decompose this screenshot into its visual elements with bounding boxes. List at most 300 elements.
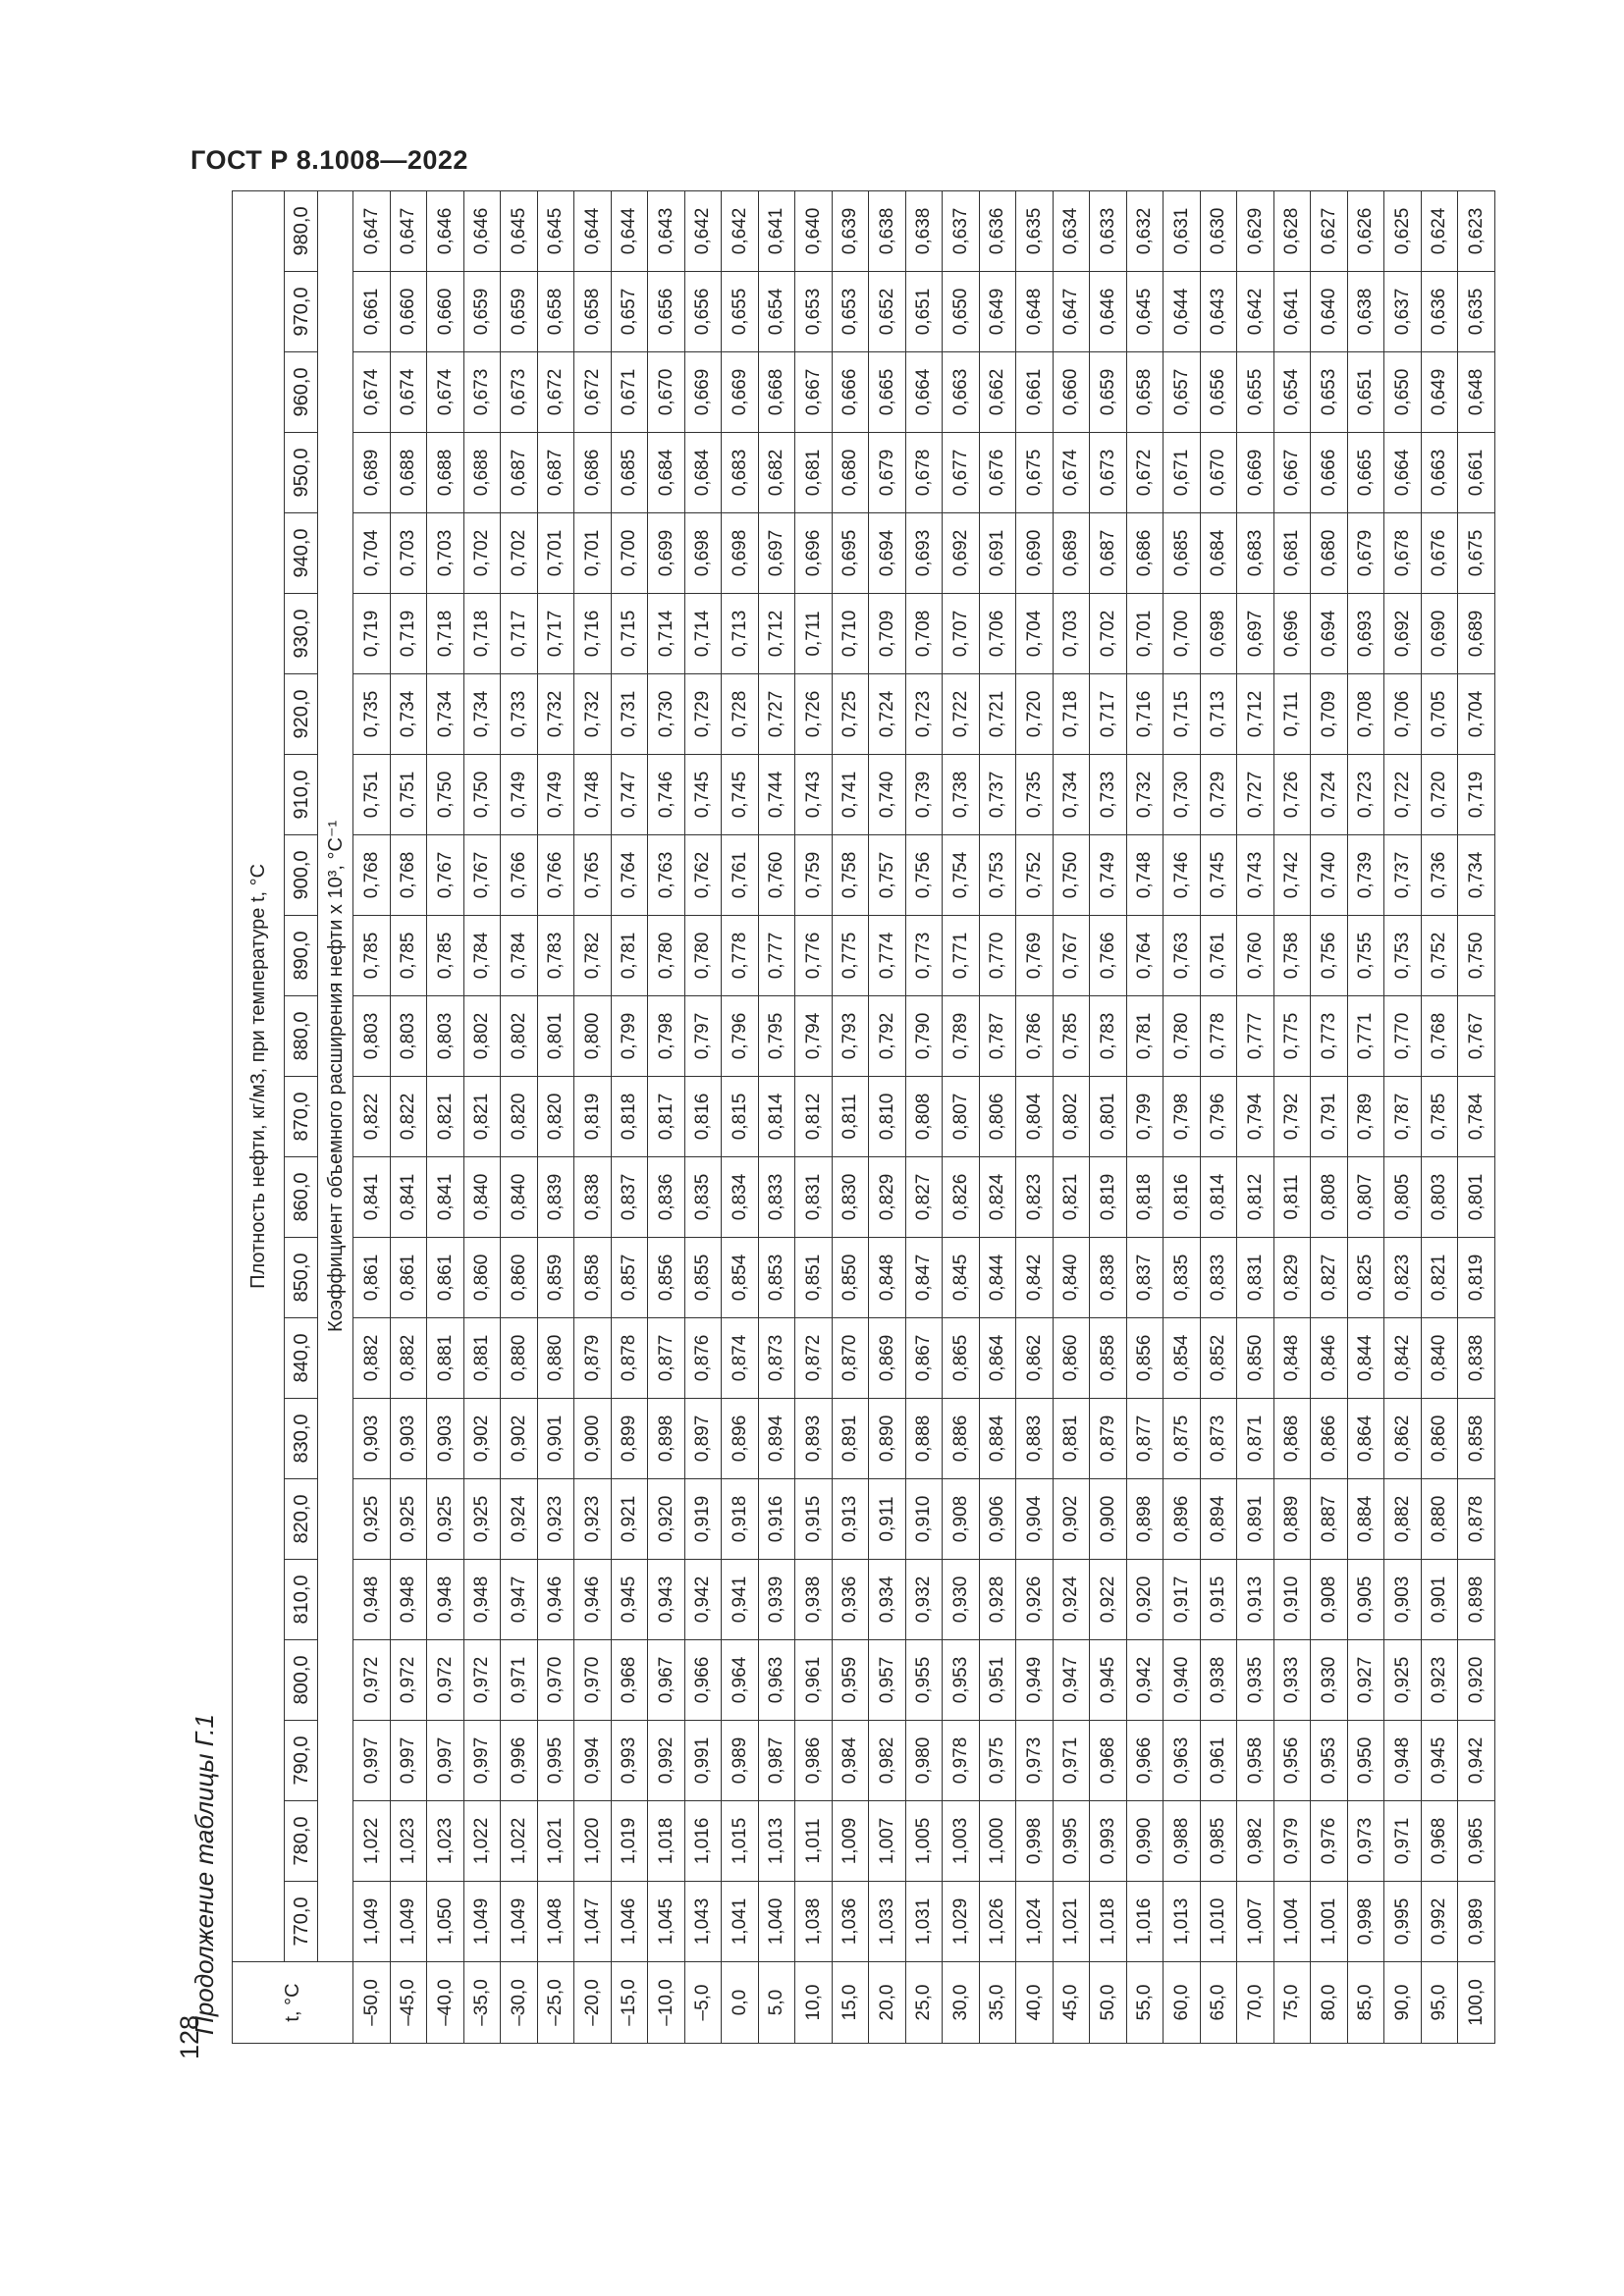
coefficient-cell: 0,641 — [1273, 272, 1311, 352]
coefficient-cell: 0,908 — [1311, 1560, 1348, 1640]
coefficient-cell: 0,865 — [943, 1318, 980, 1399]
coefficient-cell: 0,634 — [1053, 190, 1090, 271]
coefficient-cell: 0,763 — [648, 835, 685, 916]
coefficient-cell: 0,899 — [611, 1399, 648, 1479]
coefficient-cell: 0,711 — [1273, 674, 1311, 755]
coefficient-cell: 0,761 — [1200, 916, 1237, 996]
coefficient-cell: 0,781 — [1126, 996, 1164, 1077]
coefficient-cell: 0,744 — [758, 755, 795, 835]
coefficient-cell: 0,925 — [353, 1479, 391, 1560]
coefficient-cell: 0,701 — [1126, 594, 1164, 674]
coefficient-cell: 0,717 — [1090, 674, 1127, 755]
coefficient-cell: 0,673 — [501, 352, 538, 433]
coefficient-cell: 0,668 — [758, 352, 795, 433]
coefficient-cell: 0,882 — [390, 1318, 427, 1399]
coefficient-cell: 0,864 — [979, 1318, 1016, 1399]
coefficient-cell: 0,915 — [795, 1479, 833, 1560]
density-values-row — [285, 190, 318, 2043]
coefficient-cell: 0,875 — [1164, 1399, 1201, 1479]
coefficient-cell: 0,768 — [390, 835, 427, 916]
temperature-cell: 0,0 — [722, 1962, 759, 2044]
coefficient-cell: 0,877 — [648, 1318, 685, 1399]
coefficient-cell: 0,661 — [1458, 433, 1495, 513]
coefficient-cell: 0,735 — [1016, 755, 1054, 835]
coefficient-cell: 0,655 — [722, 272, 759, 352]
coefficient-cell: 0,919 — [684, 1479, 722, 1560]
density-column-header: 770,0 — [285, 1882, 318, 1962]
coefficient-cell: 0,923 — [574, 1479, 612, 1560]
coefficient-cell: 0,688 — [390, 433, 427, 513]
coefficient-header: Коэффициент объемного расширения нефти x 10³, °C⁻¹ — [318, 190, 353, 1961]
table-row — [427, 190, 464, 2043]
density-column-header: 910,0 — [285, 755, 318, 835]
coefficient-cell: 0,669 — [684, 352, 722, 433]
temperature-cell: 65,0 — [1200, 1962, 1237, 2044]
coefficient-cell: 1,009 — [832, 1801, 869, 1882]
coefficient-cell: 0,861 — [427, 1238, 464, 1318]
coefficient-cell: 0,898 — [1458, 1560, 1495, 1640]
coefficient-cell: 0,676 — [979, 433, 1016, 513]
coefficient-cell: 0,923 — [1421, 1640, 1458, 1721]
coefficient-cell: 0,991 — [684, 1721, 722, 1801]
coefficient-cell: 0,949 — [1016, 1640, 1054, 1721]
coefficient-cell: 0,894 — [1200, 1479, 1237, 1560]
coefficient-cell: 1,018 — [1090, 1882, 1127, 1962]
temperature-cell: 45,0 — [1053, 1962, 1090, 2044]
coefficient-cell: 0,984 — [832, 1721, 869, 1801]
coefficient-cell: 0,713 — [1200, 674, 1237, 755]
coefficient-cell: 0,780 — [1164, 996, 1201, 1077]
coefficient-cell: 0,861 — [353, 1238, 391, 1318]
coefficient-cell: 0,945 — [1421, 1721, 1458, 1801]
coefficient-cell: 0,678 — [905, 433, 943, 513]
coefficient-cell: 0,808 — [1311, 1157, 1348, 1238]
coefficient-cell: 0,734 — [390, 674, 427, 755]
table-row — [1273, 190, 1311, 2043]
coefficient-cell: 0,666 — [832, 352, 869, 433]
coefficient-cell: 0,789 — [1347, 1077, 1384, 1157]
coefficient-cell: 0,749 — [501, 755, 538, 835]
coefficient-cell: 0,993 — [611, 1721, 648, 1801]
coefficient-cell: 1,041 — [722, 1882, 759, 1962]
coefficient-cell: 0,765 — [574, 835, 612, 916]
coefficient-cell: 0,674 — [427, 352, 464, 433]
coefficient-cell: 0,891 — [832, 1399, 869, 1479]
coefficient-cell: 0,856 — [648, 1238, 685, 1318]
coefficient-cell: 0,770 — [979, 916, 1016, 996]
coefficient-cell: 0,754 — [943, 835, 980, 916]
coefficient-cell: 0,770 — [1384, 996, 1422, 1077]
coefficient-cell: 0,923 — [537, 1479, 574, 1560]
coefficient-cell: 0,982 — [869, 1721, 906, 1801]
coefficient-cell: 0,995 — [1384, 1882, 1422, 1962]
coefficient-cell: 0,684 — [648, 433, 685, 513]
coefficient-cell: 0,687 — [501, 433, 538, 513]
coefficient-cell: 0,709 — [1311, 674, 1348, 755]
coefficient-cell: 0,700 — [1164, 594, 1201, 674]
coefficient-cell: 0,646 — [1090, 272, 1127, 352]
temperature-cell: 80,0 — [1311, 1962, 1348, 2044]
coefficient-cell: 0,858 — [1090, 1318, 1127, 1399]
density-column-header: 930,0 — [285, 594, 318, 674]
coefficient-cell: 0,679 — [1347, 513, 1384, 594]
coefficient-cell: 0,720 — [1421, 755, 1458, 835]
coefficient-cell: 0,902 — [1053, 1479, 1090, 1560]
coefficient-cell: 0,938 — [795, 1560, 833, 1640]
table-row — [574, 190, 612, 2043]
coefficient-cell: 0,970 — [574, 1640, 612, 1721]
coefficient-cell: 0,774 — [869, 916, 906, 996]
coefficient-cell: 0,971 — [1384, 1801, 1422, 1882]
coefficient-cell: 0,968 — [1421, 1801, 1458, 1882]
coefficient-cell: 0,963 — [758, 1640, 795, 1721]
coefficient-cell: 0,709 — [869, 594, 906, 674]
coefficient-cell: 0,812 — [795, 1077, 833, 1157]
coefficient-cell: 0,722 — [943, 674, 980, 755]
coefficient-cell: 0,698 — [722, 513, 759, 594]
coefficient-cell: 0,626 — [1347, 190, 1384, 271]
coefficient-cell: 0,946 — [537, 1560, 574, 1640]
coefficient-cell: 0,827 — [1311, 1238, 1348, 1318]
coefficient-cell: 0,836 — [648, 1157, 685, 1238]
coefficient-cell: 0,896 — [1164, 1479, 1201, 1560]
coefficient-cell: 0,656 — [1200, 352, 1237, 433]
coefficient-cell: 0,649 — [979, 272, 1016, 352]
coefficient-cell: 0,993 — [1090, 1801, 1127, 1882]
coefficient-cell: 0,656 — [684, 272, 722, 352]
coefficient-cell: 0,842 — [1384, 1318, 1422, 1399]
coefficient-cell: 0,868 — [1273, 1399, 1311, 1479]
coefficient-cell: 0,948 — [390, 1560, 427, 1640]
coefficient-cell: 0,706 — [979, 594, 1016, 674]
coefficient-cell: 0,737 — [979, 755, 1016, 835]
coefficient-cell: 0,994 — [574, 1721, 612, 1801]
coefficient-cell: 0,878 — [611, 1318, 648, 1399]
coefficient-cell: 0,833 — [758, 1157, 795, 1238]
coefficient-cell: 1,049 — [390, 1882, 427, 1962]
coefficient-cell: 0,660 — [1053, 352, 1090, 433]
temperature-cell: 10,0 — [795, 1962, 833, 2044]
coefficient-cell: 0,699 — [648, 513, 685, 594]
coefficient-cell: 0,666 — [1311, 433, 1348, 513]
coefficient-cell: 0,925 — [390, 1479, 427, 1560]
coefficient-cell: 0,688 — [463, 433, 501, 513]
coefficient-cell: 0,698 — [684, 513, 722, 594]
coefficient-cell: 0,821 — [463, 1077, 501, 1157]
expansion-coefficient-table — [232, 190, 1495, 2044]
coefficient-cell: 0,686 — [574, 433, 612, 513]
coefficient-cell: 0,790 — [905, 996, 943, 1077]
coefficient-cell: 0,679 — [869, 433, 906, 513]
coefficient-cell: 0,687 — [537, 433, 574, 513]
coefficient-cell: 0,775 — [1273, 996, 1311, 1077]
coefficient-cell: 0,647 — [1053, 272, 1090, 352]
coefficient-cell: 1,031 — [905, 1882, 943, 1962]
coefficient-cell: 0,953 — [1311, 1721, 1348, 1801]
coefficient-cell: 0,783 — [1090, 996, 1127, 1077]
coefficient-cell: 0,649 — [1421, 352, 1458, 433]
coefficient-cell: 0,860 — [1421, 1399, 1458, 1479]
coefficient-cell: 0,825 — [1347, 1238, 1384, 1318]
coefficient-cell: 0,916 — [758, 1479, 795, 1560]
coefficient-cell: 1,000 — [979, 1801, 1016, 1882]
coefficient-cell: 0,930 — [943, 1560, 980, 1640]
coefficient-cell: 0,821 — [1053, 1157, 1090, 1238]
table-row — [537, 190, 574, 2043]
coefficient-cell: 0,893 — [795, 1399, 833, 1479]
coefficient-cell: 0,717 — [501, 594, 538, 674]
table-row — [832, 190, 869, 2043]
coefficient-cell: 0,901 — [1421, 1560, 1458, 1640]
page-number: 128 — [175, 2014, 204, 2059]
coefficient-cell: 0,947 — [1053, 1640, 1090, 1721]
coefficient-cell: 0,671 — [1164, 433, 1201, 513]
coefficient-cell: 0,896 — [722, 1399, 759, 1479]
coefficient-cell: 0,685 — [611, 433, 648, 513]
coefficient-cell: 0,920 — [648, 1479, 685, 1560]
coefficient-cell: 0,854 — [1164, 1318, 1201, 1399]
coefficient-cell: 1,007 — [1237, 1882, 1274, 1962]
table-row — [1164, 190, 1201, 2043]
coefficient-cell: 0,706 — [1384, 674, 1422, 755]
coefficient-cell: 0,820 — [537, 1077, 574, 1157]
coefficient-cell: 0,719 — [390, 594, 427, 674]
coefficient-cell: 0,933 — [1273, 1640, 1311, 1721]
coefficient-cell: 0,905 — [1347, 1560, 1384, 1640]
coefficient-cell: 0,816 — [684, 1077, 722, 1157]
coefficient-cell: 0,658 — [537, 272, 574, 352]
coefficient-cell: 0,727 — [758, 674, 795, 755]
coefficient-cell: 0,753 — [1384, 916, 1422, 996]
coefficient-cell: 0,886 — [943, 1399, 980, 1479]
coefficient-cell: 1,046 — [611, 1882, 648, 1962]
coefficient-cell: 0,848 — [1273, 1318, 1311, 1399]
coefficient-cell: 0,881 — [463, 1318, 501, 1399]
coefficient-cell: 0,988 — [1164, 1801, 1201, 1882]
coefficient-cell: 0,690 — [1016, 513, 1054, 594]
coefficient-cell: 0,997 — [353, 1721, 391, 1801]
coefficient-cell: 0,827 — [905, 1157, 943, 1238]
coefficient-cell: 0,749 — [537, 755, 574, 835]
coefficient-cell: 0,961 — [1200, 1721, 1237, 1801]
coefficient-cell: 0,900 — [1090, 1479, 1127, 1560]
coefficient-cell: 0,873 — [758, 1318, 795, 1399]
coefficient-cell: 0,948 — [427, 1560, 464, 1640]
coefficient-cell: 0,678 — [1384, 513, 1422, 594]
table-row — [1016, 190, 1054, 2043]
coefficient-cell: 0,644 — [1164, 272, 1201, 352]
coefficient-cell: 0,979 — [1273, 1801, 1311, 1882]
table-row — [390, 190, 427, 2043]
coefficient-cell: 0,876 — [684, 1318, 722, 1399]
coefficient-cell: 0,775 — [832, 916, 869, 996]
coefficient-cell: 0,647 — [390, 190, 427, 271]
coefficient-cell: 0,714 — [648, 594, 685, 674]
coefficient-cell: 0,840 — [1053, 1238, 1090, 1318]
coefficient-cell: 0,653 — [795, 272, 833, 352]
coefficient-cell: 0,742 — [1273, 835, 1311, 916]
coefficient-cell: 0,891 — [1237, 1479, 1274, 1560]
coefficient-cell: 0,934 — [869, 1560, 906, 1640]
temperature-cell: 85,0 — [1347, 1962, 1384, 2044]
coefficient-cell: 0,782 — [574, 916, 612, 996]
coefficient-cell: 0,745 — [684, 755, 722, 835]
coefficient-cell: 0,856 — [1126, 1318, 1164, 1399]
coefficient-cell: 0,814 — [1200, 1157, 1237, 1238]
coefficient-cell: 0,659 — [501, 272, 538, 352]
coefficient-cell: 0,840 — [501, 1157, 538, 1238]
coefficient-cell: 0,957 — [869, 1640, 906, 1721]
coefficient-cell: 0,792 — [1273, 1077, 1311, 1157]
coefficient-cell: 0,629 — [1237, 190, 1274, 271]
table-row — [1347, 190, 1384, 2043]
temperature-cell: –45,0 — [390, 1962, 427, 2044]
coefficient-cell: 0,758 — [1273, 916, 1311, 996]
temperature-cell: 100,0 — [1458, 1962, 1495, 2044]
temperature-cell: 75,0 — [1273, 1962, 1311, 2044]
coefficient-cell: 0,880 — [537, 1318, 574, 1399]
coefficient-cell: 0,750 — [1053, 835, 1090, 916]
coefficient-cell: 0,687 — [1090, 513, 1127, 594]
coefficient-cell: 0,803 — [427, 996, 464, 1077]
coefficient-cell: 0,703 — [1053, 594, 1090, 674]
coefficient-cell: 0,724 — [869, 674, 906, 755]
coefficient-cell: 0,915 — [1200, 1560, 1237, 1640]
coefficient-cell: 0,657 — [611, 272, 648, 352]
coefficient-cell: 0,719 — [1458, 755, 1495, 835]
coefficient-cell: 0,794 — [1237, 1077, 1274, 1157]
coefficient-cell: 0,733 — [501, 674, 538, 755]
coefficient-cell: 0,877 — [1126, 1399, 1164, 1479]
coefficient-cell: 0,833 — [1200, 1238, 1237, 1318]
coefficient-cell: 0,795 — [758, 996, 795, 1077]
temperature-cell: –20,0 — [574, 1962, 612, 2044]
coefficient-cell: 0,995 — [1053, 1801, 1090, 1882]
coefficient-cell: 0,776 — [795, 916, 833, 996]
coefficient-cell: 0,992 — [1421, 1882, 1458, 1962]
coefficient-cell: 0,881 — [427, 1318, 464, 1399]
coefficient-cell: 0,627 — [1311, 190, 1348, 271]
coefficient-cell: 1,050 — [427, 1882, 464, 1962]
coefficient-cell: 0,900 — [574, 1399, 612, 1479]
coefficient-cell: 0,696 — [1273, 594, 1311, 674]
coefficient-cell: 0,903 — [1384, 1560, 1422, 1640]
coefficient-cell: 0,850 — [832, 1238, 869, 1318]
coefficient-cell: 0,721 — [979, 674, 1016, 755]
coefficient-cell: 0,683 — [1237, 513, 1274, 594]
coefficient-cell: 0,860 — [501, 1238, 538, 1318]
coefficient-cell: 0,767 — [427, 835, 464, 916]
coefficient-cell: 0,705 — [1421, 674, 1458, 755]
coefficient-cell: 0,840 — [1421, 1318, 1458, 1399]
coefficient-cell: 0,712 — [1237, 674, 1274, 755]
coefficient-cell: 0,728 — [722, 674, 759, 755]
temperature-cell: 15,0 — [832, 1962, 869, 2044]
coefficient-cell: 0,722 — [1384, 755, 1422, 835]
coefficient-cell: 0,902 — [501, 1399, 538, 1479]
coefficient-cell: 0,801 — [1458, 1157, 1495, 1238]
coefficient-cell: 0,963 — [1164, 1721, 1201, 1801]
coefficient-cell: 0,753 — [979, 835, 1016, 916]
coefficient-cell: 0,653 — [1311, 352, 1348, 433]
coefficient-cell: 0,829 — [1273, 1238, 1311, 1318]
coefficient-cell: 0,660 — [390, 272, 427, 352]
coefficient-cell: 0,647 — [353, 190, 391, 271]
table-row — [1237, 190, 1274, 2043]
coefficient-cell: 0,681 — [795, 433, 833, 513]
density-column-header: 840,0 — [285, 1318, 318, 1399]
coefficient-cell: 1,001 — [1311, 1882, 1348, 1962]
coefficient-cell: 0,764 — [1126, 916, 1164, 996]
coefficient-cell: 0,804 — [1016, 1077, 1054, 1157]
coefficient-cell: 0,737 — [1384, 835, 1422, 916]
coefficient-cell: 0,807 — [1347, 1157, 1384, 1238]
coefficient-cell: 0,712 — [758, 594, 795, 674]
coefficient-cell: 0,752 — [1421, 916, 1458, 996]
table-row — [1053, 190, 1090, 2043]
density-column-header: 820,0 — [285, 1479, 318, 1560]
coefficient-cell: 0,710 — [832, 594, 869, 674]
coefficient-cell: 0,884 — [1347, 1479, 1384, 1560]
coefficient-cell: 0,681 — [1273, 513, 1311, 594]
coefficient-cell: 0,625 — [1384, 190, 1422, 271]
coefficient-cell: 0,799 — [611, 996, 648, 1077]
coefficient-cell: 0,731 — [611, 674, 648, 755]
coefficient-cell: 1,005 — [905, 1801, 943, 1882]
coefficient-cell: 0,851 — [795, 1238, 833, 1318]
temperature-cell: 40,0 — [1016, 1962, 1054, 2044]
coefficient-cell: 0,757 — [869, 835, 906, 916]
coefficient-cell: 0,686 — [1126, 513, 1164, 594]
coefficient-cell: 0,689 — [1053, 513, 1090, 594]
coefficient-cell: 0,750 — [463, 755, 501, 835]
coefficient-cell: 0,669 — [1237, 433, 1274, 513]
coefficient-cell: 0,830 — [832, 1157, 869, 1238]
table-row — [1090, 190, 1127, 2043]
coefficient-cell: 0,684 — [1200, 513, 1237, 594]
coefficient-cell: 0,701 — [574, 513, 612, 594]
coefficient-cell: 0,953 — [943, 1640, 980, 1721]
coefficient-cell: 0,736 — [1421, 835, 1458, 916]
coefficient-cell: 0,763 — [1164, 916, 1201, 996]
coefficient-cell: 0,839 — [537, 1157, 574, 1238]
coefficient-cell: 1,024 — [1016, 1882, 1054, 1962]
coefficient-cell: 0,667 — [795, 352, 833, 433]
coefficient-cell: 0,785 — [1053, 996, 1090, 1077]
coefficient-cell: 0,938 — [1200, 1640, 1237, 1721]
coefficient-cell: 0,903 — [353, 1399, 391, 1479]
document-title: ГОСТ Р 8.1008—2022 — [190, 145, 468, 175]
coefficient-cell: 1,021 — [537, 1801, 574, 1882]
coefficient-cell: 0,734 — [1458, 835, 1495, 916]
coefficient-cell: 1,026 — [979, 1882, 1016, 1962]
temperature-cell: 50,0 — [1090, 1962, 1127, 2044]
coefficient-cell: 0,982 — [1237, 1801, 1274, 1882]
coefficient-cell: 0,663 — [943, 352, 980, 433]
coefficient-cell: 0,749 — [1090, 835, 1127, 916]
temperature-cell: 25,0 — [905, 1962, 943, 2044]
coefficient-cell: 0,985 — [1200, 1801, 1237, 1882]
coefficient-cell: 0,639 — [832, 190, 869, 271]
coefficient-cell: 1,022 — [501, 1801, 538, 1882]
temperature-cell: 5,0 — [758, 1962, 795, 2044]
coefficient-cell: 0,928 — [979, 1560, 1016, 1640]
coefficient-cell: 0,794 — [795, 996, 833, 1077]
density-column-header: 780,0 — [285, 1801, 318, 1882]
coefficient-cell: 0,696 — [795, 513, 833, 594]
coefficient-cell: 0,738 — [943, 755, 980, 835]
coefficient-cell: 0,874 — [722, 1318, 759, 1399]
